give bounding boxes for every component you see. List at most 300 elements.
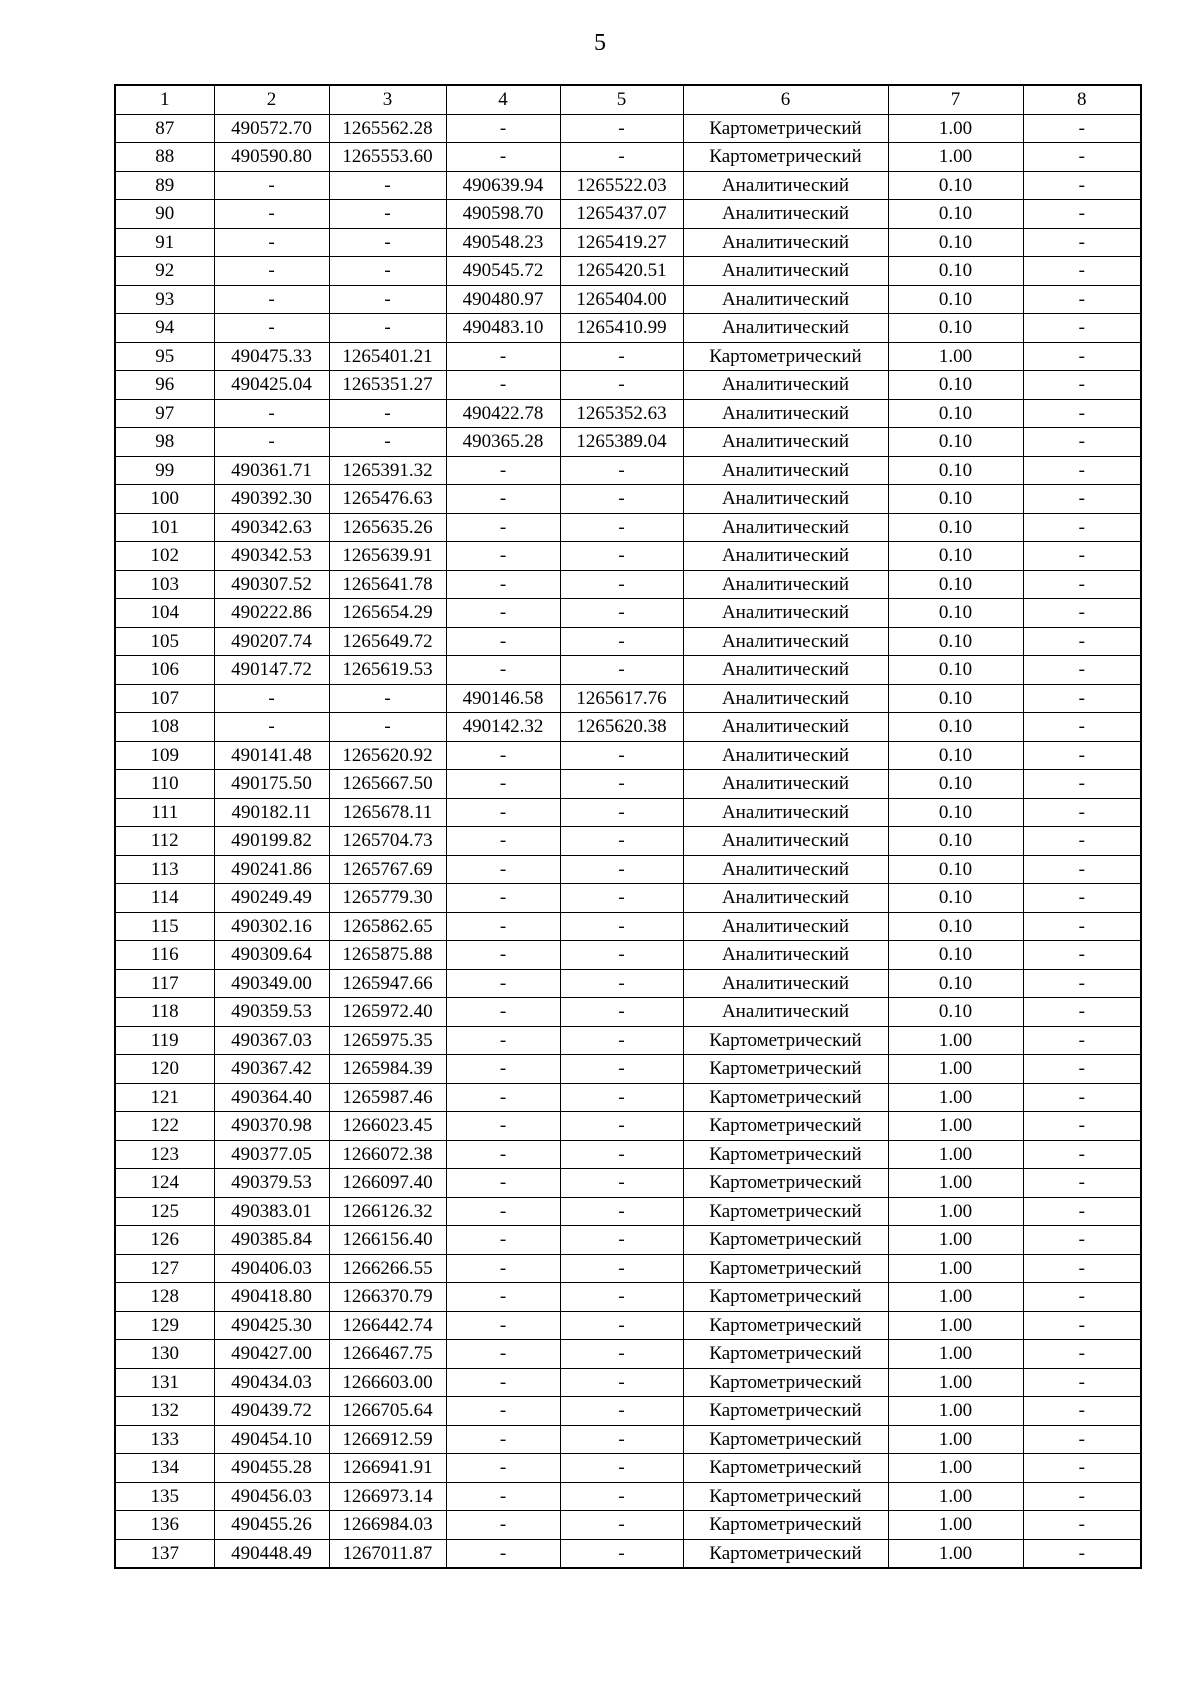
table-cell: 120: [115, 1055, 214, 1084]
table-cell: -: [560, 342, 683, 371]
table-cell: 490241.86: [214, 855, 329, 884]
table-cell: 1265654.29: [329, 599, 446, 628]
table-cell: 490455.28: [214, 1454, 329, 1483]
table-cell: -: [446, 513, 560, 542]
table-cell: 0.10: [888, 855, 1023, 884]
table-cell: Картометрический: [683, 1454, 888, 1483]
table-row: [115, 1425, 1141, 1454]
table-cell: Картометрический: [683, 1482, 888, 1511]
table-cell: 1265420.51: [560, 257, 683, 286]
table-cell: -: [1023, 684, 1141, 713]
table-cell: -: [560, 570, 683, 599]
table-cell: 1265635.26: [329, 513, 446, 542]
table-cell: -: [1023, 1482, 1141, 1511]
table-row: [115, 171, 1141, 200]
table-cell: 490207.74: [214, 627, 329, 656]
table-cell: -: [1023, 114, 1141, 143]
table-row: [115, 285, 1141, 314]
table-row: [115, 399, 1141, 428]
table-cell: -: [1023, 1055, 1141, 1084]
table-cell: 92: [115, 257, 214, 286]
table-cell: 105: [115, 627, 214, 656]
table-cell: -: [446, 1226, 560, 1255]
table-row: [115, 827, 1141, 856]
table-cell: 0.10: [888, 285, 1023, 314]
table-cell: -: [1023, 1083, 1141, 1112]
table-cell: Аналитический: [683, 257, 888, 286]
table-cell: 0.10: [888, 798, 1023, 827]
table-cell: -: [446, 342, 560, 371]
table-cell: 0.10: [888, 969, 1023, 998]
table-cell: 129: [115, 1311, 214, 1340]
table-cell: -: [560, 513, 683, 542]
table-row: [115, 513, 1141, 542]
table-cell: 490142.32: [446, 713, 560, 742]
table-cell: 490199.82: [214, 827, 329, 856]
table-cell: 99: [115, 456, 214, 485]
column-header: 6: [683, 85, 888, 114]
table-cell: 1266370.79: [329, 1283, 446, 1312]
table-cell: -: [214, 684, 329, 713]
table-row: [115, 713, 1141, 742]
table-cell: -: [1023, 1511, 1141, 1540]
table-cell: 1.00: [888, 1454, 1023, 1483]
table-row: [115, 200, 1141, 229]
table-cell: 0.10: [888, 456, 1023, 485]
table-cell: 1.00: [888, 114, 1023, 143]
table-cell: -: [1023, 1226, 1141, 1255]
table-cell: -: [214, 171, 329, 200]
table-cell: Аналитический: [683, 228, 888, 257]
table-cell: 0.10: [888, 941, 1023, 970]
table-cell: -: [1023, 513, 1141, 542]
table-row: [115, 1454, 1141, 1483]
table-cell: 490377.05: [214, 1140, 329, 1169]
table-cell: 1.00: [888, 1368, 1023, 1397]
table-cell: -: [1023, 1197, 1141, 1226]
table-row: [115, 143, 1141, 172]
table-cell: Картометрический: [683, 1083, 888, 1112]
table-cell: -: [560, 1511, 683, 1540]
table-cell: -: [560, 1539, 683, 1568]
table-cell: -: [560, 1197, 683, 1226]
table-cell: 1265704.73: [329, 827, 446, 856]
table-cell: -: [214, 713, 329, 742]
table-cell: 490359.53: [214, 998, 329, 1027]
table-cell: -: [446, 1311, 560, 1340]
table-cell: 1265972.40: [329, 998, 446, 1027]
table-cell: -: [446, 1140, 560, 1169]
table-cell: -: [329, 285, 446, 314]
table-cell: 135: [115, 1482, 214, 1511]
table-cell: -: [560, 1026, 683, 1055]
table-cell: -: [446, 1083, 560, 1112]
table-row: [115, 485, 1141, 514]
table-cell: -: [446, 884, 560, 913]
table-cell: -: [329, 399, 446, 428]
table-cell: -: [214, 314, 329, 343]
table-cell: 490367.03: [214, 1026, 329, 1055]
table-cell: -: [329, 257, 446, 286]
table-cell: -: [560, 998, 683, 1027]
table-cell: 490548.23: [446, 228, 560, 257]
table-cell: 0.10: [888, 371, 1023, 400]
table-row: [115, 1340, 1141, 1369]
table-cell: -: [1023, 257, 1141, 286]
table-cell: 490572.70: [214, 114, 329, 143]
table-cell: -: [560, 1454, 683, 1483]
table-cell: -: [1023, 1397, 1141, 1426]
table-cell: -: [560, 542, 683, 571]
table-cell: 490364.40: [214, 1083, 329, 1112]
table-cell: -: [560, 371, 683, 400]
table-cell: Аналитический: [683, 969, 888, 998]
table-cell: -: [1023, 1311, 1141, 1340]
table-row: [115, 1226, 1141, 1255]
table-cell: -: [1023, 143, 1141, 172]
table-cell: -: [1023, 798, 1141, 827]
table-cell: -: [1023, 285, 1141, 314]
table-cell: -: [446, 1539, 560, 1568]
table-cell: 490475.33: [214, 342, 329, 371]
table-cell: 490307.52: [214, 570, 329, 599]
table-cell: 130: [115, 1340, 214, 1369]
table-cell: Аналитический: [683, 912, 888, 941]
table-row: [115, 969, 1141, 998]
table-cell: Картометрический: [683, 1169, 888, 1198]
table-cell: -: [446, 456, 560, 485]
table-cell: 490182.11: [214, 798, 329, 827]
table-cell: 1265401.21: [329, 342, 446, 371]
table-cell: 104: [115, 599, 214, 628]
table-cell: 1.00: [888, 1197, 1023, 1226]
table-cell: 1.00: [888, 1055, 1023, 1084]
table-cell: 490370.98: [214, 1112, 329, 1141]
table-cell: 1.00: [888, 1169, 1023, 1198]
table-cell: -: [1023, 912, 1141, 941]
table-cell: -: [446, 798, 560, 827]
table-cell: 110: [115, 770, 214, 799]
table-cell: 1.00: [888, 342, 1023, 371]
table-cell: 1265419.27: [560, 228, 683, 257]
table-cell: -: [446, 998, 560, 1027]
table-cell: 121: [115, 1083, 214, 1112]
table-cell: 1265620.92: [329, 741, 446, 770]
table-cell: -: [1023, 456, 1141, 485]
table-cell: Аналитический: [683, 827, 888, 856]
table-cell: -: [560, 1397, 683, 1426]
table-cell: Аналитический: [683, 884, 888, 913]
table-cell: 0.10: [888, 200, 1023, 229]
table-cell: -: [1023, 314, 1141, 343]
table-cell: Картометрический: [683, 143, 888, 172]
table-cell: 1.00: [888, 1397, 1023, 1426]
table-cell: 137: [115, 1539, 214, 1568]
table-row: [115, 342, 1141, 371]
table-cell: 1.00: [888, 1340, 1023, 1369]
table-cell: 102: [115, 542, 214, 571]
table-cell: 490302.16: [214, 912, 329, 941]
table-cell: 1265862.65: [329, 912, 446, 941]
column-header: 7: [888, 85, 1023, 114]
table-cell: 490418.80: [214, 1283, 329, 1312]
column-header: 8: [1023, 85, 1141, 114]
table-row: [115, 770, 1141, 799]
table-cell: 107: [115, 684, 214, 713]
table-cell: 1265975.35: [329, 1026, 446, 1055]
table-cell: -: [446, 912, 560, 941]
table-cell: 0.10: [888, 627, 1023, 656]
table-cell: -: [446, 1112, 560, 1141]
column-header: 2: [214, 85, 329, 114]
table-cell: -: [214, 200, 329, 229]
table-cell: 90: [115, 200, 214, 229]
table-cell: -: [560, 656, 683, 685]
table-row: [115, 798, 1141, 827]
table-cell: -: [446, 1425, 560, 1454]
table-cell: -: [1023, 1026, 1141, 1055]
table-cell: -: [1023, 884, 1141, 913]
table-cell: 1265619.53: [329, 656, 446, 685]
table-cell: -: [560, 798, 683, 827]
table-cell: 1267011.87: [329, 1539, 446, 1568]
table-cell: -: [560, 969, 683, 998]
table-cell: -: [1023, 656, 1141, 685]
table-cell: -: [1023, 998, 1141, 1027]
coordinates-table: [114, 84, 1142, 1569]
table-cell: -: [560, 941, 683, 970]
table-cell: 1.00: [888, 1026, 1023, 1055]
table-cell: 1265437.07: [560, 200, 683, 229]
table-cell: -: [1023, 1425, 1141, 1454]
table-row: [115, 1169, 1141, 1198]
table-cell: 490439.72: [214, 1397, 329, 1426]
table-cell: -: [560, 1226, 683, 1255]
table-row: [115, 855, 1141, 884]
table-cell: 1265947.66: [329, 969, 446, 998]
table-cell: 490590.80: [214, 143, 329, 172]
table-cell: -: [1023, 1340, 1141, 1369]
table-cell: 1265351.27: [329, 371, 446, 400]
table-cell: Аналитический: [683, 770, 888, 799]
table-cell: -: [446, 485, 560, 514]
table-cell: Картометрический: [683, 1140, 888, 1169]
table-cell: 1.00: [888, 1539, 1023, 1568]
table-row: [115, 941, 1141, 970]
table-cell: -: [446, 827, 560, 856]
table-cell: 131: [115, 1368, 214, 1397]
table-cell: 1.00: [888, 1511, 1023, 1540]
table-cell: Картометрический: [683, 1397, 888, 1426]
table-cell: -: [1023, 969, 1141, 998]
table-cell: 490425.04: [214, 371, 329, 400]
table-cell: -: [446, 1397, 560, 1426]
table-cell: -: [446, 114, 560, 143]
table-cell: 0.10: [888, 228, 1023, 257]
table-cell: 132: [115, 1397, 214, 1426]
table-cell: 0.10: [888, 542, 1023, 571]
table-cell: 0.10: [888, 998, 1023, 1027]
table-cell: 115: [115, 912, 214, 941]
table-row: [115, 257, 1141, 286]
table-cell: Картометрический: [683, 114, 888, 143]
table-cell: 1265410.99: [560, 314, 683, 343]
table-cell: 490434.03: [214, 1368, 329, 1397]
table-cell: Картометрический: [683, 1254, 888, 1283]
table-cell: -: [329, 314, 446, 343]
table-cell: -: [329, 713, 446, 742]
table-cell: Картометрический: [683, 1340, 888, 1369]
table-cell: 100: [115, 485, 214, 514]
table-cell: -: [1023, 428, 1141, 457]
table-cell: -: [446, 1254, 560, 1283]
table-cell: Картометрический: [683, 1226, 888, 1255]
table-cell: 1.00: [888, 1482, 1023, 1511]
table-cell: 128: [115, 1283, 214, 1312]
table-cell: -: [214, 228, 329, 257]
table-cell: -: [1023, 1140, 1141, 1169]
table-cell: 490379.53: [214, 1169, 329, 1198]
table-cell: 0.10: [888, 741, 1023, 770]
table-cell: 108: [115, 713, 214, 742]
table-cell: 490545.72: [446, 257, 560, 286]
table-row: [115, 570, 1141, 599]
column-header: 5: [560, 85, 683, 114]
table-cell: 1265617.76: [560, 684, 683, 713]
table-cell: -: [560, 770, 683, 799]
table-cell: 490367.42: [214, 1055, 329, 1084]
table-cell: 0.10: [888, 599, 1023, 628]
table-cell: 1.00: [888, 1283, 1023, 1312]
table-cell: Аналитический: [683, 656, 888, 685]
table-cell: Аналитический: [683, 314, 888, 343]
table-cell: 0.10: [888, 770, 1023, 799]
table-cell: -: [214, 257, 329, 286]
table-cell: -: [446, 1340, 560, 1369]
table-cell: Аналитический: [683, 998, 888, 1027]
page-number: 5: [594, 30, 606, 56]
table-cell: Аналитический: [683, 485, 888, 514]
table-cell: -: [446, 656, 560, 685]
table-row: [115, 428, 1141, 457]
table-cell: 1266705.64: [329, 1397, 446, 1426]
table-cell: -: [446, 741, 560, 770]
table-cell: 0.10: [888, 428, 1023, 457]
table-cell: -: [214, 285, 329, 314]
table-cell: -: [1023, 399, 1141, 428]
table-cell: 1.00: [888, 1425, 1023, 1454]
table-cell: Картометрический: [683, 1055, 888, 1084]
table-cell: -: [1023, 599, 1141, 628]
table-cell: Аналитический: [683, 798, 888, 827]
column-header: 4: [446, 85, 560, 114]
table-cell: 490342.63: [214, 513, 329, 542]
table-row: [115, 371, 1141, 400]
table-cell: Аналитический: [683, 570, 888, 599]
table-cell: 125: [115, 1197, 214, 1226]
table-cell: 490141.48: [214, 741, 329, 770]
table-row: [115, 684, 1141, 713]
table-cell: -: [1023, 1254, 1141, 1283]
table-cell: -: [1023, 941, 1141, 970]
table-row: [115, 1368, 1141, 1397]
table-cell: 97: [115, 399, 214, 428]
table-cell: 490175.50: [214, 770, 329, 799]
table-cell: Картометрический: [683, 1311, 888, 1340]
table-cell: 1.00: [888, 1083, 1023, 1112]
table-row: [115, 1397, 1141, 1426]
table-cell: Аналитический: [683, 285, 888, 314]
table-cell: 101: [115, 513, 214, 542]
table-cell: 95: [115, 342, 214, 371]
table-cell: -: [1023, 570, 1141, 599]
table-cell: Аналитический: [683, 513, 888, 542]
table-row: [115, 456, 1141, 485]
table-cell: 1265404.00: [560, 285, 683, 314]
table-body: [115, 114, 1141, 1568]
table-cell: 1266072.38: [329, 1140, 446, 1169]
table-cell: 490455.26: [214, 1511, 329, 1540]
table-cell: -: [446, 627, 560, 656]
table-row: [115, 314, 1141, 343]
table-cell: 94: [115, 314, 214, 343]
table-cell: 1.00: [888, 143, 1023, 172]
table-row: [115, 114, 1141, 143]
table-cell: 0.10: [888, 171, 1023, 200]
table-cell: -: [1023, 1454, 1141, 1483]
table-cell: Картометрический: [683, 1425, 888, 1454]
table-cell: 490406.03: [214, 1254, 329, 1283]
table-cell: 0.10: [888, 485, 1023, 514]
table-cell: -: [446, 855, 560, 884]
table-cell: Аналитический: [683, 855, 888, 884]
table-row: [115, 1140, 1141, 1169]
table-cell: 112: [115, 827, 214, 856]
table-cell: Картометрический: [683, 342, 888, 371]
table-cell: 114: [115, 884, 214, 913]
table-cell: 98: [115, 428, 214, 457]
table-cell: 91: [115, 228, 214, 257]
table-cell: -: [446, 1026, 560, 1055]
table-cell: 490385.84: [214, 1226, 329, 1255]
table-cell: 1265352.63: [560, 399, 683, 428]
table-cell: 490222.86: [214, 599, 329, 628]
table-cell: 490454.10: [214, 1425, 329, 1454]
table-cell: -: [560, 599, 683, 628]
table-cell: -: [214, 399, 329, 428]
table-cell: 133: [115, 1425, 214, 1454]
table-cell: Аналитический: [683, 399, 888, 428]
table-cell: 87: [115, 114, 214, 143]
table-cell: 0.10: [888, 713, 1023, 742]
table-cell: 117: [115, 969, 214, 998]
table-cell: Аналитический: [683, 200, 888, 229]
table-cell: -: [560, 741, 683, 770]
table-cell: Картометрический: [683, 1112, 888, 1141]
table-cell: -: [1023, 342, 1141, 371]
table-cell: 136: [115, 1511, 214, 1540]
table-cell: 1266984.03: [329, 1511, 446, 1540]
table-row: [115, 1539, 1141, 1568]
table-cell: Аналитический: [683, 371, 888, 400]
table-cell: 1265562.28: [329, 114, 446, 143]
table-cell: 1265649.72: [329, 627, 446, 656]
table-cell: 490422.78: [446, 399, 560, 428]
table-cell: 1265987.46: [329, 1083, 446, 1112]
table-cell: Аналитический: [683, 941, 888, 970]
column-header: 3: [329, 85, 446, 114]
table-cell: 1265389.04: [560, 428, 683, 457]
